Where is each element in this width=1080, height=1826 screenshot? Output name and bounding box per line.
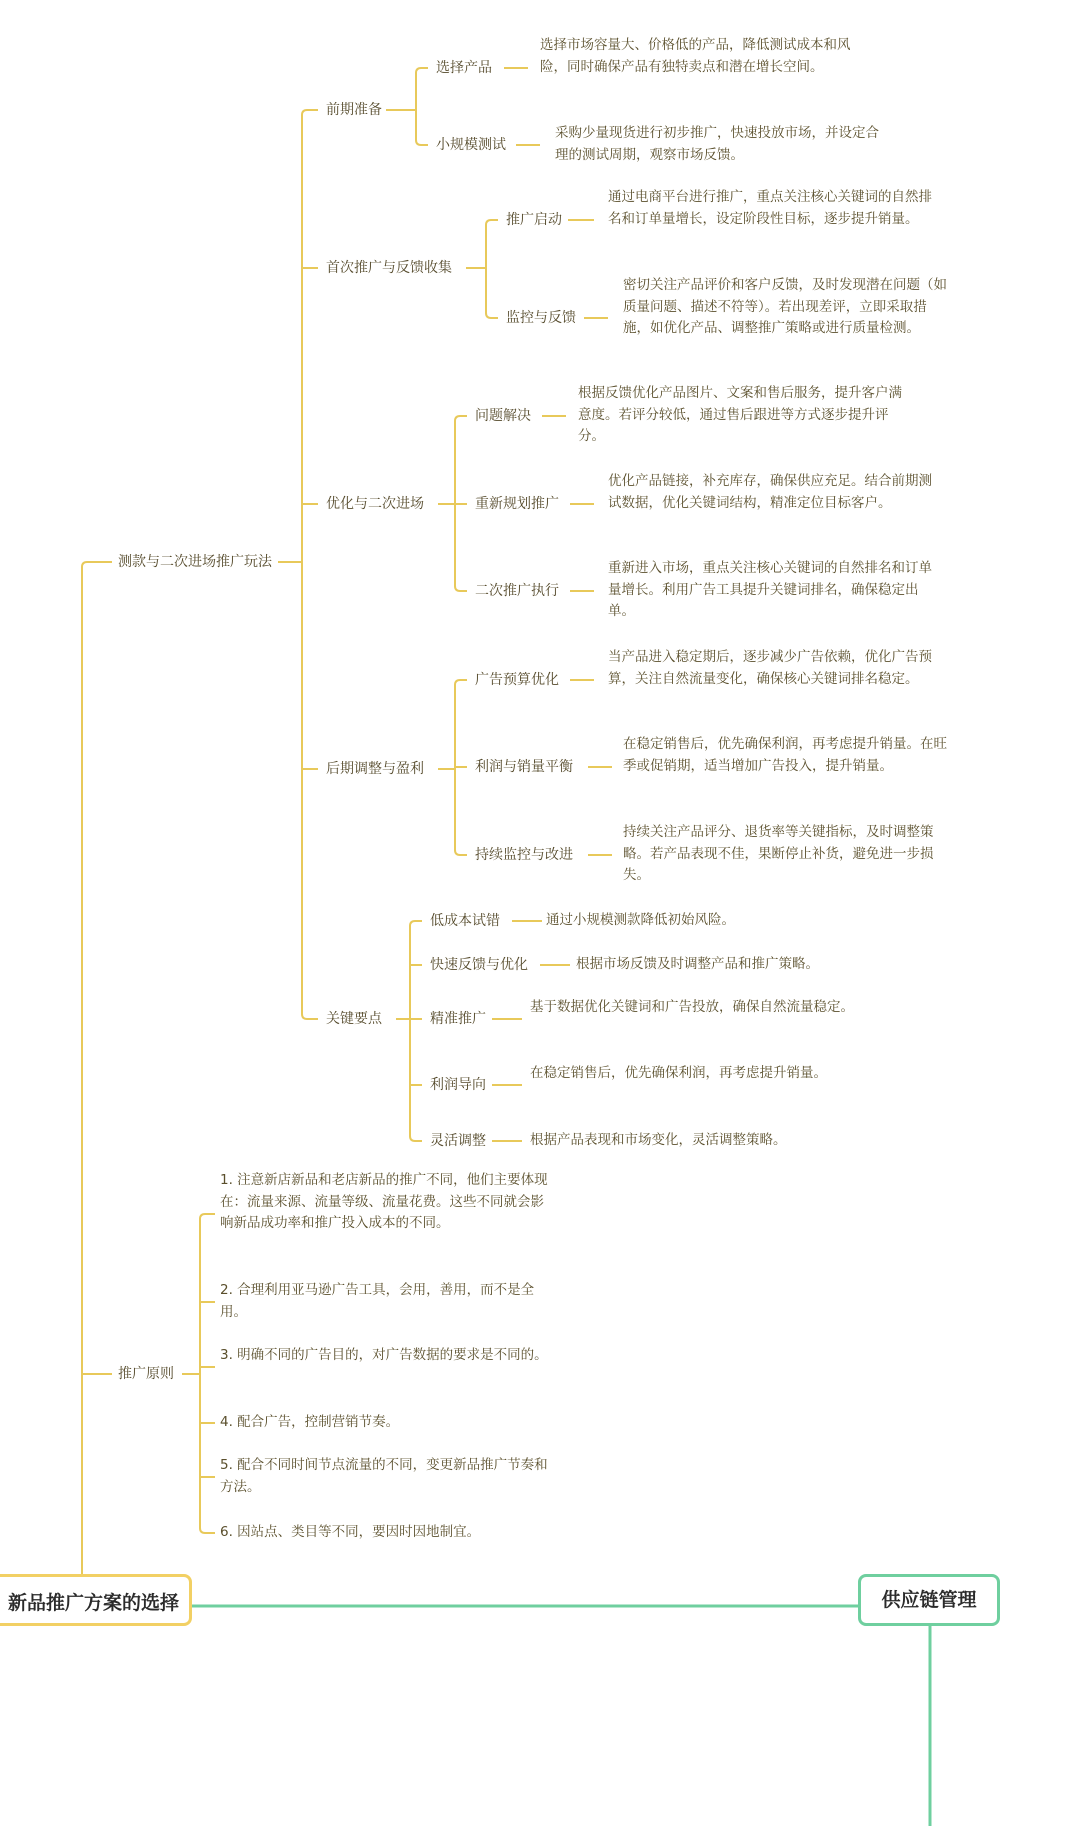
principle-5[interactable]: 5. 配合不同时间节点流量的不同，变更新品推广节奏和方法。 — [220, 1457, 548, 1495]
desc-small-test: 采购少量现货进行初步推广，快速投放市场，并设定合理的测试周期，观察市场反馈。 — [555, 125, 879, 163]
item-select-product[interactable]: 选择产品 — [436, 60, 492, 76]
item-precise-promo[interactable]: 精准推广 — [430, 1011, 486, 1027]
item-ad-budget[interactable]: 广告预算优化 — [475, 672, 559, 688]
root-label: 新品推广方案的选择 — [7, 1592, 179, 1614]
branch-principles-label[interactable]: 推广原则 — [118, 1366, 174, 1382]
item-low-cost[interactable]: 低成本试错 — [430, 913, 500, 929]
desc-profit-oriented: 在稳定销售后，优先确保利润，再考虑提升销量。 — [530, 1065, 827, 1081]
root-node[interactable] — [0, 1574, 192, 1626]
group-first-promo[interactable]: 首次推广与反馈收集 — [326, 260, 452, 276]
principle-6[interactable]: 6. 因站点、类目等不同，要因时因地制宜。 — [220, 1524, 481, 1540]
desc-precise-promo: 基于数据优化关键词和广告投放，确保自然流量稳定。 — [530, 999, 854, 1015]
item-promo-start[interactable]: 推广启动 — [506, 212, 562, 228]
desc-low-cost: 通过小规模测款降低初始风险。 — [546, 912, 735, 928]
item-second-promo[interactable]: 二次推广执行 — [475, 583, 559, 599]
desc-ad-budget: 当产品进入稳定期后，逐步减少广告依赖，优化广告预算，关注自然流量变化，确保核心关键词排名稳定。 — [608, 649, 932, 687]
desc-promo-start: 通过电商平台进行推广，重点关注核心关键词的自然排名和订单量增长，设定阶段性目标，逐步提升销量。 — [608, 189, 932, 227]
item-monitor-feedback[interactable]: 监控与反馈 — [506, 310, 576, 326]
item-problem-solving[interactable]: 问题解决 — [475, 408, 531, 424]
desc-monitor-feedback: 密切关注产品评价和客户反馈，及时发现潜在问题（如质量问题、描述不符等）。若出现差评，立即采取措施，如优化产品、调整推广策略或进行质量检测。 — [623, 277, 947, 336]
desc-select-product: 选择市场容量大、价格低的产品，降低测试成本和风险，同时确保产品有独特卖点和潜在增长空间。 — [540, 37, 851, 75]
item-profit-balance[interactable]: 利润与销量平衡 — [475, 759, 573, 775]
item-fast-feedback[interactable]: 快速反馈与优化 — [430, 957, 528, 973]
item-continuous-monitor[interactable]: 持续监控与改进 — [475, 847, 573, 863]
desc-problem-solving: 根据反馈优化产品图片、文案和售后服务，提升客户满意度。若评分较低，通过售后跟进等方式逐步提升评分。 — [578, 385, 902, 444]
desc-fast-feedback: 根据市场反馈及时调整产品和推广策略。 — [576, 956, 819, 972]
group-prep[interactable]: 前期准备 — [326, 102, 382, 118]
principle-1[interactable]: 1. 注意新店新品和老店新品的推广不同，他们主要体现在：流量来源、流量等级、流量花费。这些不同就会影响新品成功率和推广投入成本的不同。 — [220, 1172, 548, 1231]
desc-flexible-adjust: 根据产品表现和市场变化，灵活调整策略。 — [530, 1132, 787, 1148]
group-key-points[interactable]: 关键要点 — [326, 1011, 382, 1027]
desc-continuous-monitor: 持续关注产品评分、退货率等关键指标，及时调整策略。若产品表现不佳，果断停止补货，避免进一步损失。 — [623, 824, 934, 883]
desc-second-promo: 重新进入市场，重点关注核心关键词的自然排名和订单量增长。利用广告工具提升关键词排名，确保稳定出单。 — [608, 560, 932, 619]
group-optimize-reentry[interactable]: 优化与二次进场 — [326, 496, 424, 512]
item-flexible-adjust[interactable]: 灵活调整 — [430, 1133, 486, 1149]
group-late-adjust[interactable]: 后期调整与盈利 — [326, 761, 424, 777]
principle-4[interactable]: 4. 配合广告，控制营销节奏。 — [220, 1414, 400, 1430]
supply-chain-node[interactable] — [858, 1574, 1000, 1626]
supply-chain-label: 供应链管理 — [881, 1589, 977, 1611]
item-profit-oriented[interactable]: 利润导向 — [430, 1077, 486, 1093]
branch-testing-label[interactable]: 测款与二次进场推广玩法 — [118, 554, 272, 570]
item-small-test[interactable]: 小规模测试 — [436, 137, 506, 153]
principle-3[interactable]: 3. 明确不同的广告目的，对广告数据的要求是不同的。 — [220, 1347, 548, 1363]
item-replan-promo[interactable]: 重新规划推广 — [475, 496, 559, 512]
principle-2[interactable]: 2. 合理利用亚马逊广告工具，会用，善用，而不是全用。 — [220, 1282, 535, 1320]
desc-replan-promo: 优化产品链接，补充库存，确保供应充足。结合前期测试数据，优化关键词结构，精准定位目标客户。 — [608, 473, 932, 511]
desc-profit-balance: 在稳定销售后，优先确保利润，再考虑提升销量。在旺季或促销期，适当增加广告投入，提升销量。 — [623, 736, 947, 774]
